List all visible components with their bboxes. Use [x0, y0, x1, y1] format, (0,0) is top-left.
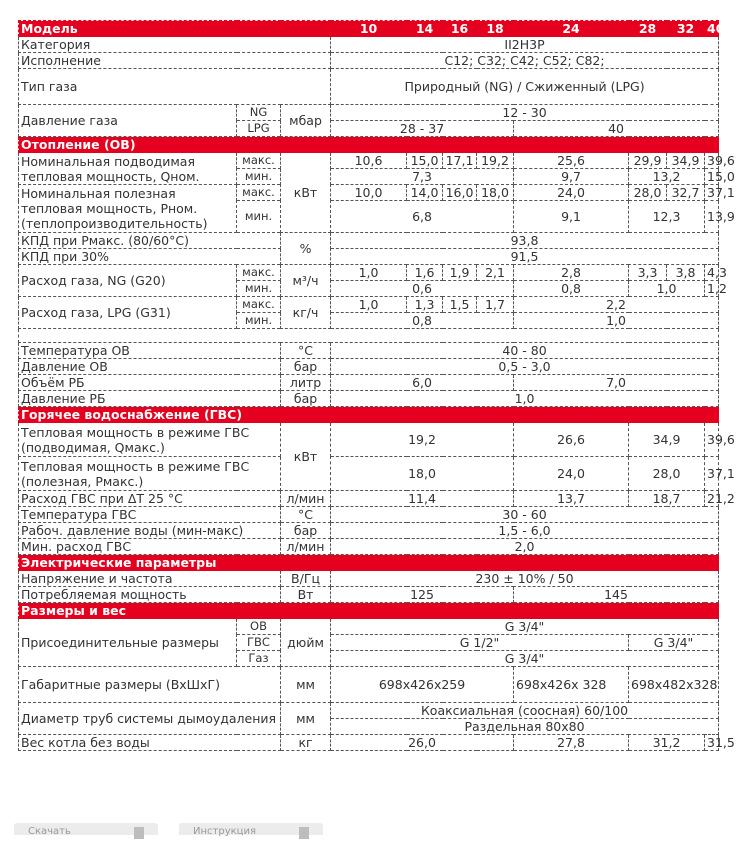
- dhw-press-label: Рабоч. давление воды (мин-макс): [19, 523, 281, 539]
- value-cell: 9,7: [514, 169, 629, 185]
- spacer-cell: [19, 329, 719, 343]
- max-label: макс.: [237, 265, 281, 281]
- gas-value: G 3/4": [331, 651, 719, 667]
- dhw-useful-label: Тепловая мощность в режиме ГВС (полезная, Рмакс.): [19, 457, 281, 491]
- value-cell: 28,0: [629, 185, 667, 201]
- value-cell: 39,6: [705, 153, 719, 169]
- value-cell: 1,3: [407, 297, 443, 313]
- pressure-ng: 12 - 30: [331, 105, 719, 121]
- value-cell: 1,7: [477, 297, 514, 313]
- max-label: макс.: [237, 185, 281, 201]
- model-14: 14: [407, 21, 443, 37]
- value-cell: 25,6: [514, 153, 629, 169]
- section-title: Размеры и вес: [19, 603, 719, 619]
- section-title: Отопление (ОВ): [19, 137, 719, 153]
- press-ov-unit: бар: [281, 359, 331, 375]
- manual-button[interactable]: [179, 823, 323, 835]
- weight-label: Вес котла без воды: [19, 735, 281, 751]
- eff-30-value: 91,5: [331, 249, 719, 265]
- value-cell: 16,0: [443, 185, 477, 201]
- eff-unit: %: [281, 233, 331, 265]
- gvs-a: G 1/2": [331, 635, 629, 651]
- dhw-min-flow-value: 2,0: [331, 539, 719, 555]
- model-40: 40: [705, 21, 719, 37]
- value-cell: 37,1: [705, 185, 719, 201]
- value-cell: 28,0: [629, 457, 705, 491]
- table-row: [19, 265, 719, 281]
- value-cell: 13,2: [629, 169, 705, 185]
- vol-rb-unit: литр: [281, 375, 331, 391]
- table-row: [19, 185, 719, 201]
- value-cell: 2,2: [514, 297, 719, 313]
- value-cell: 26,0: [331, 735, 514, 751]
- voltage-unit: В/Гц: [281, 571, 331, 587]
- table-row: [19, 571, 719, 587]
- version-label: Исполнение: [19, 53, 331, 69]
- value-cell: 27,8: [514, 735, 629, 751]
- vol-rb-label: Объём РБ: [19, 375, 281, 391]
- table-row: [19, 53, 719, 69]
- category-value: II2H3P: [331, 37, 719, 53]
- version-value: C12; C32; C42; C52; C82;: [331, 53, 719, 69]
- value-cell: 29,9: [629, 153, 667, 169]
- value-cell: 10,6: [331, 153, 407, 169]
- conn-label: Присоединительные размеры: [19, 619, 237, 667]
- nom-input-label: Номинальная подводимая тепловая мощность, Qном.: [19, 153, 237, 185]
- dhw-min-flow-label: Мин. расход ГВС: [19, 539, 281, 555]
- value-cell: 4,3: [705, 265, 719, 281]
- gvs-label: ГВС: [237, 635, 281, 651]
- dhw-flow-unit: л/мин: [281, 491, 331, 507]
- value-cell: 6,8: [331, 201, 514, 233]
- gas-pressure-unit: мбар: [281, 105, 331, 137]
- spec-table: [18, 20, 735, 751]
- header-row: [19, 21, 719, 37]
- press-ov-value: 0,5 - 3,0: [331, 359, 719, 375]
- value-cell: 1,5: [443, 297, 477, 313]
- section-dims: [19, 603, 719, 619]
- value-cell: 1,0: [629, 281, 705, 297]
- download-button[interactable]: [14, 823, 158, 835]
- nom-useful-label: Номинальная полезная тепловая мощность, Pном. (теплопроизводительность): [19, 185, 237, 233]
- pdf-icon: [299, 827, 309, 839]
- table-row: [19, 491, 719, 507]
- manual-button-label: Инструкция: [193, 826, 256, 837]
- section-title: Электрические параметры: [19, 555, 719, 571]
- dhw-min-flow-unit: л/мин: [281, 539, 331, 555]
- flue-label: Диаметр труб системы дымоудаления: [19, 703, 281, 735]
- table-row: [19, 619, 719, 635]
- gas-lpg-unit: кг/ч: [281, 297, 331, 329]
- temp-ov-label: Температура ОВ: [19, 343, 281, 359]
- model-10: 10: [331, 21, 407, 37]
- temp-ov-value: 40 - 80: [331, 343, 719, 359]
- value-cell: 31,2: [629, 735, 705, 751]
- value-cell: 39,6: [705, 423, 719, 457]
- table-row: [19, 391, 719, 407]
- table-row: [19, 667, 719, 703]
- press-rb-unit: бар: [281, 391, 331, 407]
- dhw-kw-unit: кВт: [281, 423, 331, 491]
- dhw-press-unit: бар: [281, 523, 331, 539]
- value-cell: 18,0: [331, 457, 514, 491]
- download-button-label: Скачать: [28, 826, 71, 837]
- value-cell: 1,0: [331, 297, 407, 313]
- pressure-lpg-a: 28 - 37: [331, 121, 514, 137]
- min-label: мин.: [237, 169, 281, 185]
- vol-rb-b: 7,0: [514, 375, 719, 391]
- size-a: 698x426x259: [331, 667, 514, 703]
- dhw-press-value: 1,5 - 6,0: [331, 523, 719, 539]
- value-cell: 21,2: [705, 491, 719, 507]
- voltage-value: 230 ± 10% / 50: [331, 571, 719, 587]
- eff-max-label: КПД при Pмакс. (80/60°C): [19, 233, 281, 249]
- dhw-temp-unit: °C: [281, 507, 331, 523]
- value-cell: 3,8: [667, 265, 705, 281]
- table-row: [19, 523, 719, 539]
- table-row: [19, 359, 719, 375]
- category-label: Категория: [19, 37, 331, 53]
- table-row: [19, 297, 719, 313]
- temp-ov-unit: °C: [281, 343, 331, 359]
- model-24: 24: [514, 21, 629, 37]
- power-unit: Вт: [281, 587, 331, 603]
- ov-value: G 3/4": [331, 619, 719, 635]
- value-cell: 34,9: [667, 153, 705, 169]
- section-heating: [19, 137, 719, 153]
- gas-type-value: Природный (NG) / Сжиженный (LPG): [331, 69, 719, 105]
- value-cell: 18,7: [629, 491, 705, 507]
- value-cell: 15,0: [407, 153, 443, 169]
- table-row: [19, 37, 719, 53]
- value-cell: 13,9: [705, 201, 719, 233]
- value-cell: 1,0: [331, 265, 407, 281]
- value-cell: 9,1: [514, 201, 629, 233]
- dhw-input-label: Тепловая мощность в режиме ГВС (подводимая, Qмакс.): [19, 423, 281, 457]
- size-unit: мм: [281, 667, 331, 703]
- value-cell: 12,3: [629, 201, 705, 233]
- max-label: макс.: [237, 153, 281, 169]
- ov-label: ОВ: [237, 619, 281, 635]
- eff-max-value: 93,8: [331, 233, 719, 249]
- value-cell: 2,8: [514, 265, 629, 281]
- power-label: Потребляемая мощность: [19, 587, 281, 603]
- pdf-icon: [134, 827, 144, 839]
- value-cell: 17,1: [443, 153, 477, 169]
- section-electric: [19, 555, 719, 571]
- max-label: макс.: [237, 297, 281, 313]
- kw-unit: кВт: [281, 153, 331, 233]
- table-row: [19, 423, 719, 457]
- value-cell: 1,2: [705, 281, 719, 297]
- table-row: [19, 507, 719, 523]
- value-cell: 0,6: [331, 281, 514, 297]
- value-cell: 37,1: [705, 457, 719, 491]
- table-row: [19, 375, 719, 391]
- min-label: мин.: [237, 313, 281, 329]
- gas-lpg-label: Расход газа, LPG (G31): [19, 297, 237, 329]
- size-label: Габаритные размеры (ВхШхГ): [19, 667, 281, 703]
- value-cell: 24,0: [514, 457, 629, 491]
- section-dhw: [19, 407, 719, 423]
- table-row: [19, 539, 719, 555]
- value-cell: 19,2: [331, 423, 514, 457]
- value-cell: 1,6: [407, 265, 443, 281]
- power-a: 125: [331, 587, 514, 603]
- model-label: Модель: [19, 21, 331, 37]
- gas-type-label: Тип газа: [19, 69, 331, 105]
- download-buttons: [14, 823, 344, 835]
- model-16: 16: [443, 21, 477, 37]
- value-cell: 14,0: [407, 185, 443, 201]
- voltage-label: Напряжение и частота: [19, 571, 281, 587]
- gas-ng-unit: м³/ч: [281, 265, 331, 297]
- value-cell: 32,7: [667, 185, 705, 201]
- flue-b: Раздельная 80x80: [331, 719, 719, 735]
- value-cell: 34,9: [629, 423, 705, 457]
- weight-unit: кг: [281, 735, 331, 751]
- eff-30-label: КПД при 30%: [19, 249, 281, 265]
- table-row: [19, 105, 719, 121]
- table-row: [19, 587, 719, 603]
- value-cell: 3,3: [629, 265, 667, 281]
- table-row: [19, 457, 719, 491]
- value-cell: 2,1: [477, 265, 514, 281]
- value-cell: 10,0: [331, 185, 407, 201]
- value-cell: 15,0: [705, 169, 719, 185]
- value-cell: 31,5: [705, 735, 719, 751]
- value-cell: 1,9: [443, 265, 477, 281]
- spacer-row: [19, 329, 719, 343]
- table-row: [19, 249, 719, 265]
- table-row: [19, 343, 719, 359]
- press-rb-value: 1,0: [331, 391, 719, 407]
- value-cell: 13,7: [514, 491, 629, 507]
- gas-label: Газ: [237, 651, 281, 667]
- model-18: 18: [477, 21, 514, 37]
- value-cell: 11,4: [331, 491, 514, 507]
- flue-unit: мм: [281, 703, 331, 735]
- gas-pressure-label: Давление газа: [19, 105, 237, 137]
- min-label: мин.: [237, 201, 281, 233]
- value-cell: 24,0: [514, 185, 629, 201]
- lpg-label: LPG: [237, 121, 281, 137]
- gas-ng-label: Расход газа, NG (G20): [19, 265, 237, 297]
- pressure-lpg-b: 40: [514, 121, 719, 137]
- dhw-temp-value: 30 - 60: [331, 507, 719, 523]
- conn-unit: дюйм: [281, 619, 331, 667]
- press-ov-label: Давление ОВ: [19, 359, 281, 375]
- value-cell: 26,6: [514, 423, 629, 457]
- gvs-b: G 3/4": [629, 635, 719, 651]
- dhw-temp-label: Температура ГВС: [19, 507, 281, 523]
- value-cell: 1,0: [514, 313, 719, 329]
- table-row: [19, 233, 719, 249]
- table-row: [19, 703, 719, 719]
- table-row: [19, 153, 719, 169]
- model-28: 28: [629, 21, 667, 37]
- dhw-flow-label: Расход ГВС при ΔT 25 °C: [19, 491, 281, 507]
- value-cell: 18,0: [477, 185, 514, 201]
- size-c: 698x482x328: [629, 667, 719, 703]
- value-cell: 19,2: [477, 153, 514, 169]
- press-rb-label: Давление РБ: [19, 391, 281, 407]
- min-label: мин.: [237, 281, 281, 297]
- power-b: 145: [514, 587, 719, 603]
- size-b: 698x426x 328: [514, 667, 629, 703]
- model-32: 32: [667, 21, 705, 37]
- flue-a: Коаксиальная (соосная) 60/100: [331, 703, 719, 719]
- value-cell: 0,8: [514, 281, 629, 297]
- value-cell: 0,8: [331, 313, 514, 329]
- vol-rb-a: 6,0: [331, 375, 514, 391]
- ng-label: NG: [237, 105, 281, 121]
- section-title: Горячее водоснабжение (ГВС): [19, 407, 719, 423]
- table-row: [19, 69, 719, 105]
- value-cell: 7,3: [331, 169, 514, 185]
- table-row: [19, 735, 719, 751]
